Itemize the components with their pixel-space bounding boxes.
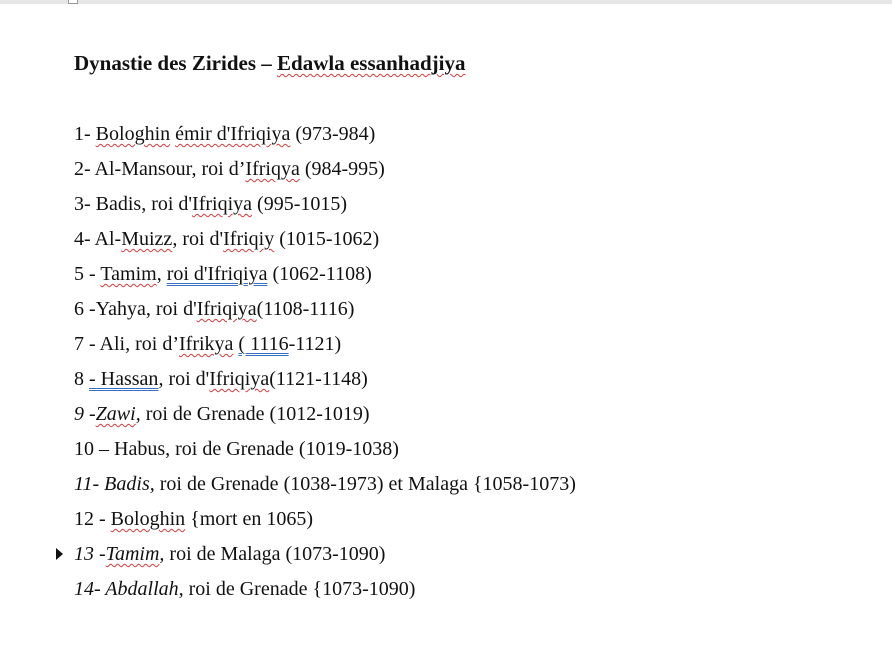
list-item[interactable]: [74, 541, 576, 576]
text-run: (1062-1108): [267, 263, 372, 285]
text-run: 2- Al-Mansour, roi d’: [74, 158, 246, 180]
text-run: 7 - Ali, roi d’: [74, 333, 179, 355]
list-item[interactable]: [74, 296, 576, 331]
text-run: (973-984): [290, 123, 376, 145]
list-item[interactable]: [74, 226, 576, 261]
text-run: Ifrikya: [179, 333, 234, 355]
text-run: 1-: [74, 123, 96, 145]
text-run: roi de Grenade (1038-1973) et Malaga {1058-1073): [154, 473, 576, 495]
list-item[interactable]: [74, 506, 576, 541]
text-run: Tamim: [105, 543, 160, 565]
text-run: 14- Abdallah,: [74, 578, 184, 600]
text-run: Zawi: [95, 403, 136, 425]
text-run: roi de Grenade {1073-1090): [183, 578, 416, 600]
text-run: , roi d': [158, 368, 210, 390]
text-run: 10 – Habus, roi de Grenade (1019-1038): [74, 438, 399, 460]
list-item[interactable]: [74, 436, 576, 471]
text-run: Bologhin: [110, 508, 186, 530]
text-run: - Hassan: [89, 368, 159, 390]
list-item[interactable]: [74, 366, 576, 401]
text-run: ,: [159, 543, 165, 565]
text-run: (984-995): [299, 158, 385, 180]
ruler-list: [74, 121, 576, 611]
text-run: (995-1015): [252, 193, 348, 215]
text-run: Ifriqiya: [192, 193, 253, 215]
title-part-1: Dynastie des Zirides –: [74, 51, 278, 75]
text-run: Bologhin: [95, 123, 171, 145]
list-item[interactable]: [74, 331, 576, 366]
text-run: Muizz: [121, 228, 173, 250]
text-run: 8: [74, 368, 89, 390]
text-run: émir d'Ifriqiya: [175, 123, 291, 145]
text-run: Tamim: [100, 263, 157, 285]
list-item[interactable]: [74, 121, 576, 156]
list-item[interactable]: [74, 576, 576, 611]
document-page[interactable]: [0, 4, 892, 671]
text-run: Ifriqiy: [223, 228, 275, 250]
text-run: 6 -Yahya, roi d': [74, 298, 197, 320]
text-run: 11- Badis,: [74, 473, 155, 495]
text-run: Ifriqiya: [196, 298, 257, 320]
document-title: [74, 51, 465, 76]
text-run: 9 -: [74, 403, 96, 425]
title-part-2: Edawla essanhadjiya: [277, 51, 466, 75]
text-run: roi de Malaga (1073-1090): [164, 543, 386, 565]
text-run: ( 1116: [238, 333, 289, 355]
list-item[interactable]: [74, 261, 576, 296]
text-run: ,: [135, 403, 146, 425]
text-run: 13 -: [74, 543, 106, 565]
text-run: roi de Grenade (1012-1019): [145, 403, 370, 425]
caret-right-icon[interactable]: [56, 548, 63, 560]
list-item[interactable]: [74, 191, 576, 226]
text-run: 5 -: [74, 263, 101, 285]
list-item[interactable]: [74, 156, 576, 191]
text-run: (1121-1148): [269, 368, 368, 390]
text-run: 4- Al-: [74, 228, 122, 250]
text-run: , roi d': [172, 228, 224, 250]
text-run: (1015-1062): [274, 228, 380, 250]
text-run: -1121): [288, 333, 342, 355]
list-item[interactable]: [74, 401, 576, 436]
text-run: roi d'Ifriqiya: [166, 263, 268, 285]
text-run: 3- Badis, roi d': [74, 193, 193, 215]
text-run: Ifriqiya: [209, 368, 270, 390]
text-run: Ifriqya: [245, 158, 300, 180]
text-run: ,: [156, 263, 167, 285]
text-run: {mort en 1065): [185, 508, 314, 530]
list-item[interactable]: [74, 471, 576, 506]
text-run: (1108-1116): [256, 298, 355, 320]
text-run: 12 -: [74, 508, 111, 530]
